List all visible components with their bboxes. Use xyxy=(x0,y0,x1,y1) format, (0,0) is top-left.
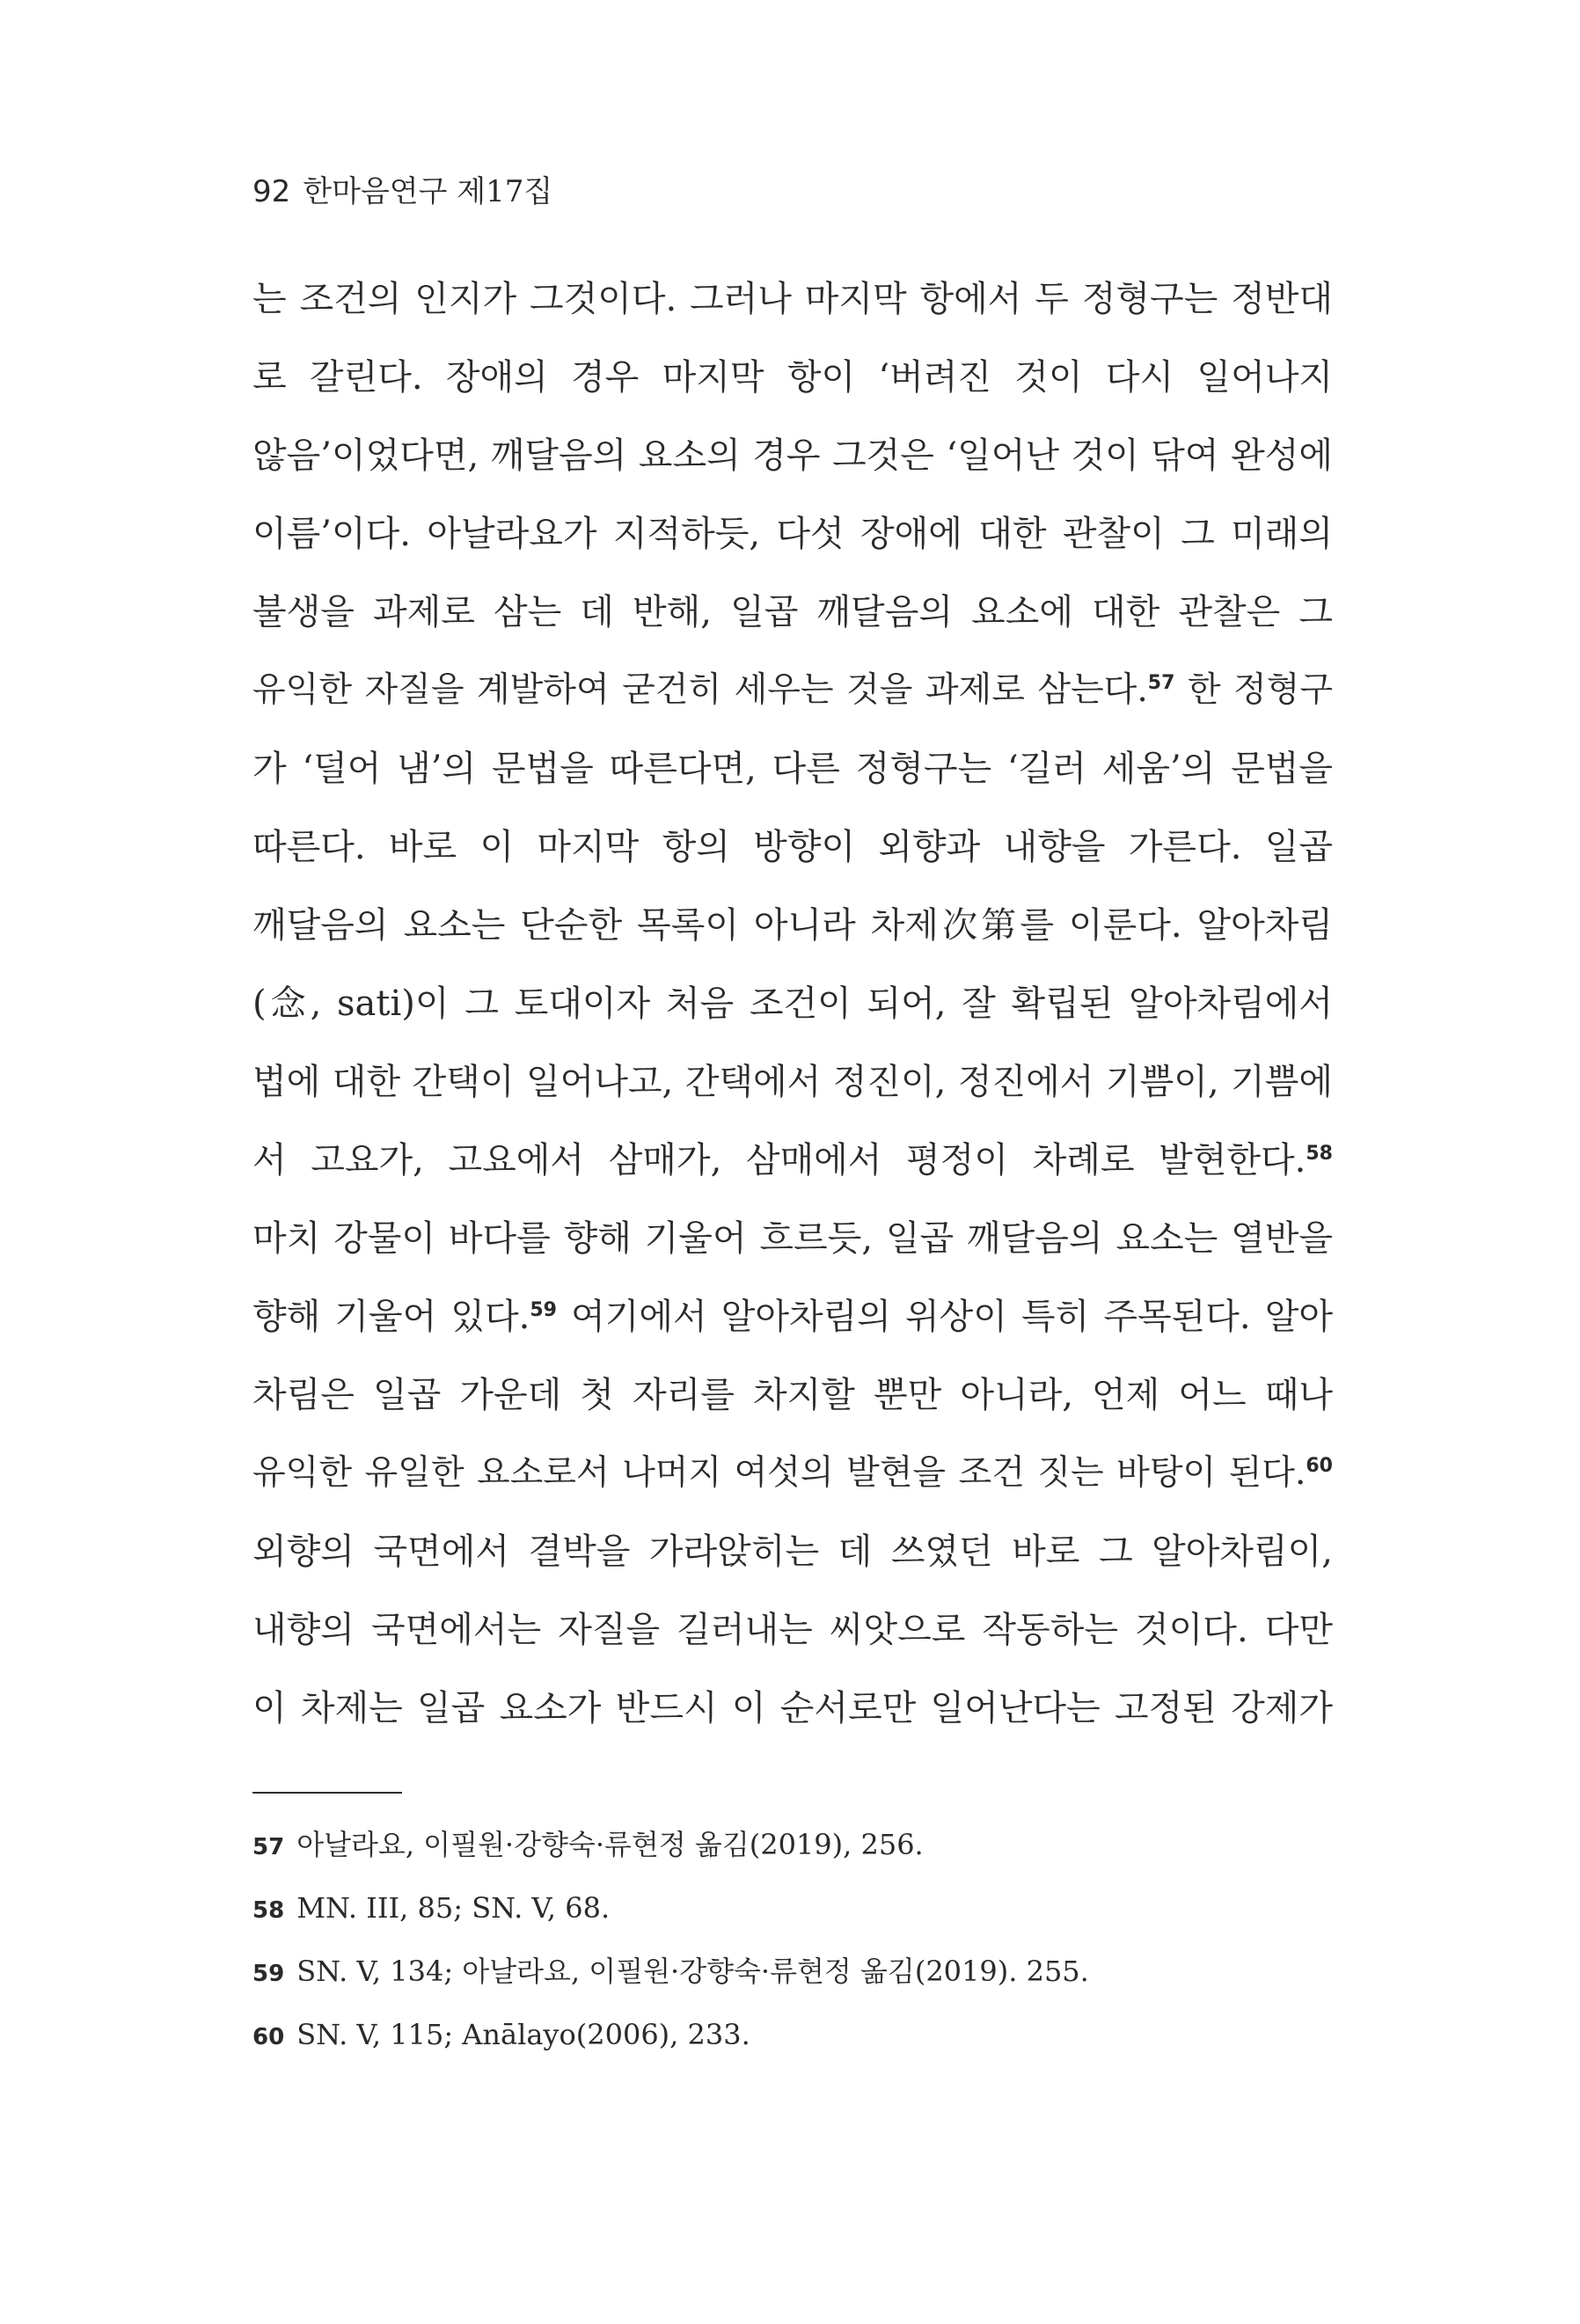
body-text-line xyxy=(252,1136,1333,1214)
footnote-text: MN. III, 85; SN. V, 68. xyxy=(296,1891,611,1925)
body-text-line: 따른다. 바로 이 마지막 항의 방향이 외향과 내향을 가른다. 일곱 xyxy=(252,827,1333,867)
footnote-number: 58 xyxy=(252,1897,285,1924)
body-text-line: 이 차제는 일곱 요소가 반드시 이 순서로만 일어난다는 고정된 강제가 xyxy=(252,1688,1333,1728)
footnote-reference[interactable]: 60 xyxy=(1306,1455,1333,1477)
body-text-line: 내향의 국면에서는 자질을 길러내는 씨앗으로 작동하는 것이다. 다만 xyxy=(252,1610,1333,1650)
body-text-line: 이름’이다. 아날라요가 지적하듯, 다섯 장애에 대한 관찰이 그 미래의 xyxy=(252,514,1333,554)
body-text-line: 않음’이었다면, 깨달음의 요소의 경우 그것은 ‘일어난 것이 닦여 완성에 xyxy=(252,435,1333,476)
footnotes xyxy=(252,1825,1333,2079)
footnote-58 xyxy=(252,1889,1333,1952)
footnote-number: 59 xyxy=(252,1961,285,1987)
footnote-reference[interactable]: 57 xyxy=(1147,672,1175,694)
body-text-line xyxy=(252,1449,1333,1527)
body-text-segment: 유익한 자질을 계발하여 굳건히 세우는 것을 과제로 삼는다. xyxy=(252,670,1148,710)
footnote-text: SN. V, 134; 아날라요, 이필원·강향숙·류현정 옮김(2019). 255. xyxy=(296,1955,1089,1988)
body-text-segment: 여기에서 알아차림의 위상이 특히 주목된다. 알아 xyxy=(556,1297,1333,1337)
body-text-line: 차림은 일곱 가운데 첫 자리를 차지할 뿐만 아니라, 언제 어느 때나 xyxy=(252,1375,1333,1415)
body-text-segment: 향해 기울어 있다. xyxy=(252,1297,530,1337)
footnote-number: 57 xyxy=(252,1834,285,1860)
body-text-line: 법에 대한 간택이 일어나고, 간택에서 정진이, 정진에서 기쁨이, 기쁨에 xyxy=(252,1062,1333,1102)
body-text-line: 깨달음의 요소는 단순한 목록이 아니라 차제次第를 이룬다. 알아차림 xyxy=(252,905,1333,946)
body-text-line: (念, sati)이 그 토대이자 처음 조건이 되어, 잘 확립된 알아차림에서 xyxy=(252,983,1333,1024)
body-text-segment: 유익한 유일한 요소로서 나머지 여섯의 발현을 조건 짓는 바탕이 된다. xyxy=(252,1453,1306,1493)
body-text-line xyxy=(252,1292,1333,1370)
body-text-line: 는 조건의 인지가 그것이다. 그러나 마지막 항에서 두 정형구는 정반대 xyxy=(252,279,1333,319)
footnote-number: 60 xyxy=(252,2024,285,2050)
body-text-line xyxy=(252,666,1333,744)
body-text-line: 가 ‘덜어 냄’의 문법을 따른다면, 다른 정형구는 ‘길러 세움’의 문법을 xyxy=(252,749,1333,789)
body-text-line: 외향의 국면에서 결박을 가라앉히는 데 쓰였던 바로 그 알아차림이, xyxy=(252,1531,1333,1572)
footnote-59 xyxy=(252,1952,1333,2015)
page-number: 92 xyxy=(252,174,291,209)
footnote-text: SN. V, 115; Anālayo(2006), 233. xyxy=(296,2018,750,2051)
body-text-segment: 서 고요가, 고요에서 삼매가, 삼매에서 평정이 차례로 발현한다. xyxy=(252,1140,1306,1180)
running-head xyxy=(252,174,552,209)
footnote-60 xyxy=(252,2015,1333,2079)
footnote-divider xyxy=(252,1792,402,1794)
body-text-segment: 한 정형구 xyxy=(1174,670,1333,710)
body-text-line: 로 갈린다. 장애의 경우 마지막 항이 ‘버려진 것이 다시 일어나지 xyxy=(252,357,1333,398)
footnote-reference[interactable]: 59 xyxy=(530,1299,557,1321)
footnote-text: 아날라요, 이필원·강향숙·류현정 옮김(2019), 256. xyxy=(296,1828,924,1861)
journal-title: 한마음연구 제17집 xyxy=(303,174,553,209)
body-text xyxy=(252,274,1333,1762)
footnote-reference[interactable]: 58 xyxy=(1306,1143,1333,1165)
body-text-line: 불생을 과제로 삼는 데 반해, 일곱 깨달음의 요소에 대한 관찰은 그 xyxy=(252,592,1333,632)
body-text-line: 마치 강물이 바다를 향해 기울어 흐르듯, 일곱 깨달음의 요소는 열반을 xyxy=(252,1218,1333,1259)
footnote-57 xyxy=(252,1825,1333,1889)
